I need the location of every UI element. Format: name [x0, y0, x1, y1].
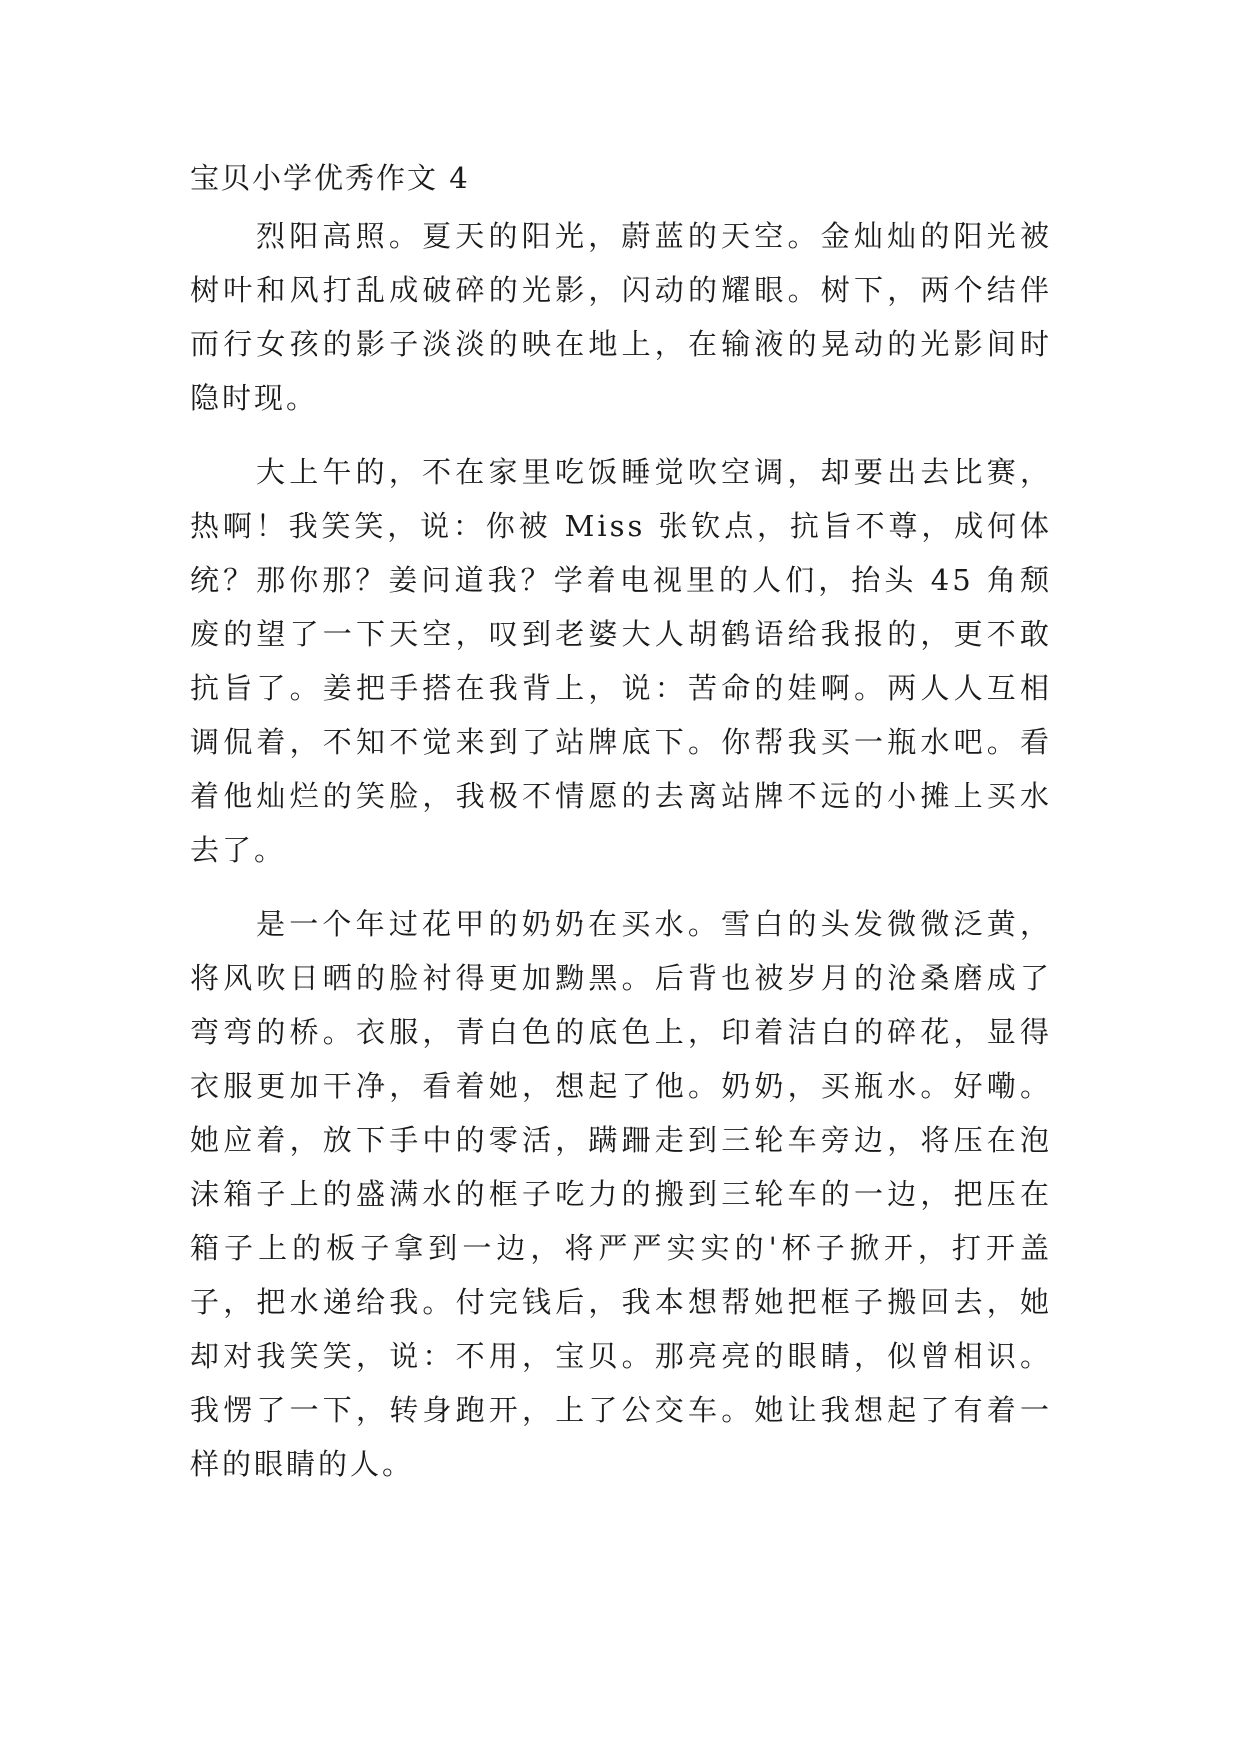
paragraph-2: 大上午的，不在家里吃饭睡觉吹空调，却要出去比赛，热啊！我笑笑，说：你被 Miss 张钦点，抗旨不尊，成何体统？那你那？姜问道我？学着电视里的人们，抬头 45 角颓废的望了一下天空，叹到老婆大人胡鹤语给我报的，更不敢抗旨了。姜把手搭在我背上，说：苦命的娃啊。两人人互相调侃着，不知不觉来到了站牌底下。你帮我买一瓶水吧。看着他灿烂的笑脸，我极不情愿的去离站牌不远的小摊上买水去了。 — [190, 454, 1052, 867]
document-title: 宝贝小学优秀作文 4 — [190, 161, 470, 195]
document-page — [190, 158, 1052, 1491]
paragraph-3: 是一个年过花甲的奶奶在买水。雪白的头发微微泛黄，将风吹日晒的脸衬得更加黝黑。后背也被岁月的沧桑磨成了弯弯的桥。衣服，青白色的底色上，印着洁白的碎花，显得衣服更加干净，看着她，想起了他。奶奶，买瓶水。好嘞。她应着，放下手中的零活，蹒跚走到三轮车旁边，将压在泡沫箱子上的盛满水的框子吃力的搬到三轮车的一边，把压在箱子上的板子拿到一边，将严严实实的'杯子掀开，打开盖子，把水递给我。付完钱后，我本想帮她把框子搬回去，她却对我笑笑，说：不用，宝贝。那亮亮的眼睛，似曾相识。我愣了一下，转身跑开，上了公交车。她让我想起了有着一样的眼睛的人。 — [190, 906, 1052, 1481]
paragraph-1: 烈阳高照。夏天的阳光，蔚蓝的天空。金灿灿的阳光被树叶和风打乱成破碎的光影，闪动的耀眼。树下，两个结伴而行女孩的影子淡淡的映在地上，在输液的晃动的光影间时隐时现。 — [190, 218, 1052, 415]
